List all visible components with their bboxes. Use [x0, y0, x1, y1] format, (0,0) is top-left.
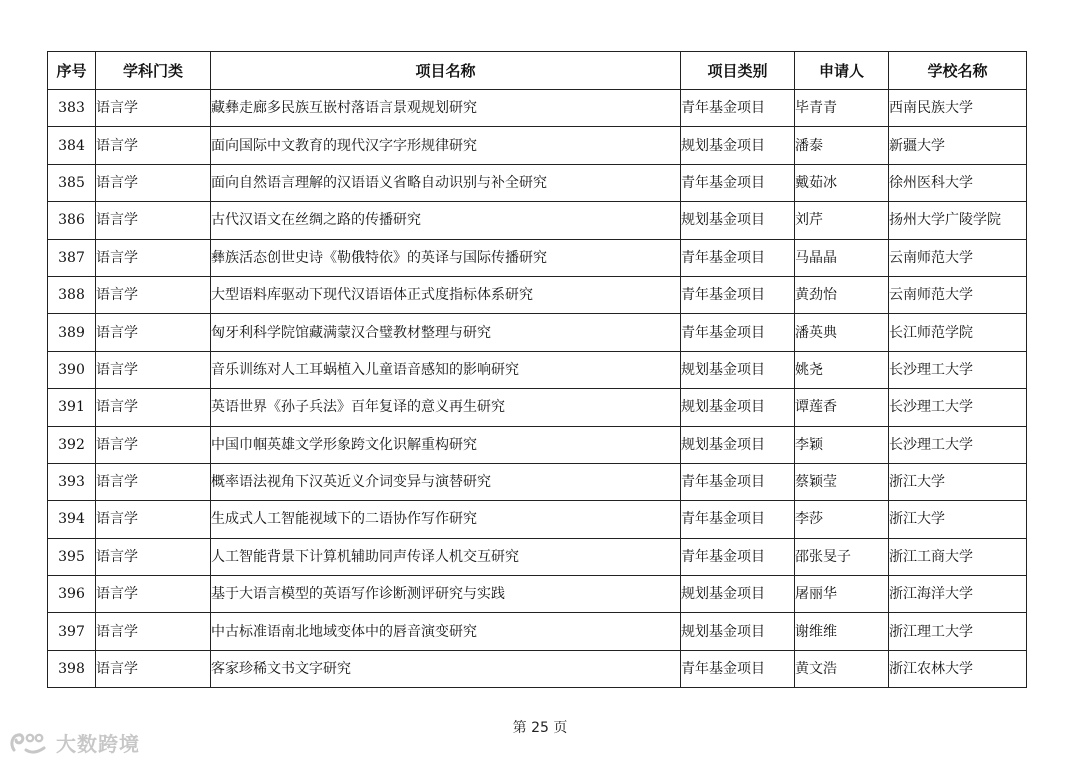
cell-project-category: 青年基金项目 [681, 276, 795, 313]
cell-project-category: 规划基金项目 [681, 351, 795, 388]
cell-project-name: 藏彝走廊多民族互嵌村落语言景观规划研究 [211, 90, 681, 127]
cell-serial-no: 388 [48, 276, 96, 313]
table-row [48, 276, 1027, 313]
cell-discipline: 语言学 [96, 276, 211, 313]
cell-applicant: 姚尧 [795, 351, 889, 388]
cell-applicant: 谭莲香 [795, 389, 889, 426]
cell-school-name: 扬州大学广陵学院 [889, 202, 1027, 239]
cell-project-category: 青年基金项目 [681, 239, 795, 276]
cell-serial-no: 383 [48, 90, 96, 127]
cell-project-category: 青年基金项目 [681, 463, 795, 500]
table-row [48, 501, 1027, 538]
cell-school-name: 新疆大学 [889, 127, 1027, 164]
cell-discipline: 语言学 [96, 127, 211, 164]
cell-serial-no: 386 [48, 202, 96, 239]
cell-project-name: 英语世界《孙子兵法》百年复译的意义再生研究 [211, 389, 681, 426]
cell-school-name: 徐州医科大学 [889, 164, 1027, 201]
cell-school-name: 云南师范大学 [889, 276, 1027, 313]
cell-serial-no: 391 [48, 389, 96, 426]
cell-serial-no: 395 [48, 538, 96, 575]
watermark-text: 大数跨境 [56, 732, 140, 756]
cell-school-name: 浙江海洋大学 [889, 576, 1027, 613]
cell-project-name: 生成式人工智能视域下的二语协作写作研究 [211, 501, 681, 538]
cell-discipline: 语言学 [96, 239, 211, 276]
cell-project-name: 中国巾帼英雄文学形象跨文化识解重构研究 [211, 426, 681, 463]
cell-serial-no: 396 [48, 576, 96, 613]
project-table [47, 51, 1027, 688]
cell-discipline: 语言学 [96, 576, 211, 613]
table-row [48, 202, 1027, 239]
cell-discipline: 语言学 [96, 463, 211, 500]
cell-applicant: 李颖 [795, 426, 889, 463]
table-row [48, 613, 1027, 650]
cell-school-name: 云南师范大学 [889, 239, 1027, 276]
table-header-row [48, 52, 1027, 90]
cell-discipline: 语言学 [96, 202, 211, 239]
cell-discipline: 语言学 [96, 351, 211, 388]
table-row [48, 389, 1027, 426]
cell-applicant: 刘芹 [795, 202, 889, 239]
cell-school-name: 浙江大学 [889, 463, 1027, 500]
cell-discipline: 语言学 [96, 613, 211, 650]
cell-project-category: 青年基金项目 [681, 314, 795, 351]
table-row [48, 576, 1027, 613]
cell-discipline: 语言学 [96, 501, 211, 538]
cell-applicant: 黄文浩 [795, 650, 889, 687]
cell-applicant: 潘英典 [795, 314, 889, 351]
cell-project-category: 规划基金项目 [681, 389, 795, 426]
cell-applicant: 蔡颖莹 [795, 463, 889, 500]
cell-school-name: 浙江大学 [889, 501, 1027, 538]
cell-project-category: 规划基金项目 [681, 127, 795, 164]
cell-project-name: 中古标准语南北地域变体中的唇音演变研究 [211, 613, 681, 650]
cell-applicant: 邵张旻子 [795, 538, 889, 575]
cell-applicant: 马晶晶 [795, 239, 889, 276]
cell-project-name: 彝族活态创世史诗《勒俄特依》的英译与国际传播研究 [211, 239, 681, 276]
cell-project-name: 面向自然语言理解的汉语语义省略自动识别与补全研究 [211, 164, 681, 201]
cell-project-category: 青年基金项目 [681, 538, 795, 575]
cell-project-name: 客家珍稀文书文字研究 [211, 650, 681, 687]
table-row [48, 239, 1027, 276]
cell-serial-no: 398 [48, 650, 96, 687]
cell-applicant: 李莎 [795, 501, 889, 538]
cell-project-name: 基于大语言模型的英语写作诊断测评研究与实践 [211, 576, 681, 613]
cell-discipline: 语言学 [96, 426, 211, 463]
table-row [48, 314, 1027, 351]
page-number: 第 25 页 [512, 720, 568, 736]
table-row [48, 90, 1027, 127]
cell-discipline: 语言学 [96, 164, 211, 201]
watermark [8, 728, 140, 757]
cell-applicant: 潘泰 [795, 127, 889, 164]
cell-serial-no: 387 [48, 239, 96, 276]
table-row [48, 164, 1027, 201]
cell-project-category: 青年基金项目 [681, 501, 795, 538]
cell-project-category: 青年基金项目 [681, 650, 795, 687]
project-list-sheet [47, 51, 1026, 688]
cell-serial-no: 389 [48, 314, 96, 351]
cell-serial-no: 385 [48, 164, 96, 201]
cell-serial-no: 384 [48, 127, 96, 164]
cell-discipline: 语言学 [96, 389, 211, 426]
table-row [48, 127, 1027, 164]
cell-applicant: 屠丽华 [795, 576, 889, 613]
cell-project-category: 规划基金项目 [681, 426, 795, 463]
cell-school-name: 浙江工商大学 [889, 538, 1027, 575]
cell-school-name: 长沙理工大学 [889, 426, 1027, 463]
header-applicant: 申请人 [795, 52, 889, 90]
header-serial-no: 序号 [48, 52, 96, 90]
cell-school-name: 西南民族大学 [889, 90, 1027, 127]
cell-serial-no: 393 [48, 463, 96, 500]
cell-project-name: 古代汉语文在丝绸之路的传播研究 [211, 202, 681, 239]
header-discipline: 学科门类 [96, 52, 211, 90]
cell-project-name: 匈牙利科学院馆藏满蒙汉合璧教材整理与研究 [211, 314, 681, 351]
table-row [48, 538, 1027, 575]
cell-discipline: 语言学 [96, 650, 211, 687]
cell-applicant: 戴茹冰 [795, 164, 889, 201]
cell-project-category: 青年基金项目 [681, 90, 795, 127]
cell-project-name: 概率语法视角下汉英近义介词变异与演替研究 [211, 463, 681, 500]
cell-serial-no: 392 [48, 426, 96, 463]
cell-serial-no: 397 [48, 613, 96, 650]
cell-discipline: 语言学 [96, 314, 211, 351]
cell-school-name: 浙江农林大学 [889, 650, 1027, 687]
cell-discipline: 语言学 [96, 90, 211, 127]
cell-project-category: 规划基金项目 [681, 576, 795, 613]
header-project-name: 项目名称 [211, 52, 681, 90]
cell-serial-no: 390 [48, 351, 96, 388]
cell-school-name: 长沙理工大学 [889, 389, 1027, 426]
table-row [48, 650, 1027, 687]
cell-school-name: 长江师范学院 [889, 314, 1027, 351]
cell-school-name: 浙江理工大学 [889, 613, 1027, 650]
cell-project-category: 规划基金项目 [681, 613, 795, 650]
cell-project-category: 青年基金项目 [681, 164, 795, 201]
table-body [48, 90, 1027, 688]
brand-logo-icon [8, 730, 52, 756]
cell-serial-no: 394 [48, 501, 96, 538]
cell-project-name: 人工智能背景下计算机辅助同声传译人机交互研究 [211, 538, 681, 575]
cell-applicant: 黄劲怡 [795, 276, 889, 313]
header-project-category: 项目类别 [681, 52, 795, 90]
cell-project-name: 大型语料库驱动下现代汉语语体正式度指标体系研究 [211, 276, 681, 313]
cell-project-category: 规划基金项目 [681, 202, 795, 239]
table-row [48, 351, 1027, 388]
table-row [48, 463, 1027, 500]
cell-project-name: 面向国际中文教育的现代汉字字形规律研究 [211, 127, 681, 164]
cell-applicant: 毕青青 [795, 90, 889, 127]
header-school-name: 学校名称 [889, 52, 1027, 90]
cell-discipline: 语言学 [96, 538, 211, 575]
cell-applicant: 谢维维 [795, 613, 889, 650]
cell-school-name: 长沙理工大学 [889, 351, 1027, 388]
cell-project-name: 音乐训练对人工耳蜗植入儿童语音感知的影响研究 [211, 351, 681, 388]
table-row [48, 426, 1027, 463]
